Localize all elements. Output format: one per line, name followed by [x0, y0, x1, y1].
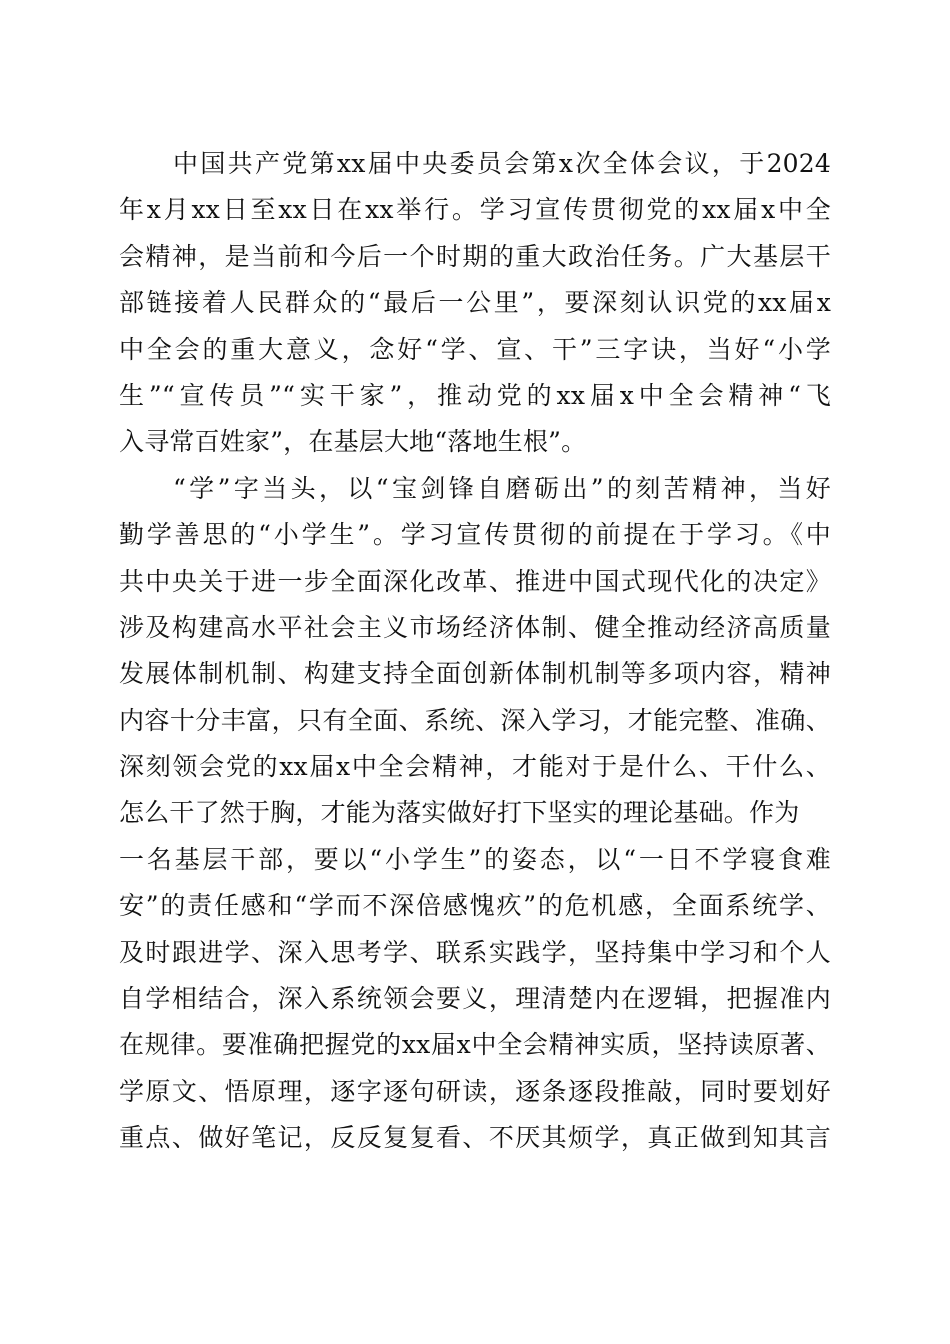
document-body: [119, 141, 831, 1254]
paragraph-line: 自学相结合，深入系统领会要义，理清楚内在逻辑，把握准内: [119, 984, 831, 1014]
paragraph-line: 一名基层干部，要以“小学生”的姿态，以“一日不学寝食难: [119, 844, 831, 874]
paragraph-line: 及时跟进学、深入思考学、联系实践学，坚持集中学习和个人: [119, 937, 831, 967]
paragraph-line: 生”“宣传员”“实干家”，推动党的xx届x中全会精神“飞: [119, 380, 831, 410]
paragraph-line: 内容十分丰富，只有全面、系统、深入学习，才能完整、准确、: [119, 705, 831, 735]
paragraph-line: 安”的责任感和“学而不深倍感愧疚”的危机感，全面系统学、: [119, 891, 831, 921]
paragraph-line: 中全会的重大意义，念好“学、宣、干”三字诀，当好“小学: [119, 334, 831, 364]
paragraph-line: 怎么干了然于胸，才能为落实做好打下坚实的理论基础。作为: [119, 798, 800, 828]
paragraph-line: 年x月xx日至xx日在xx举行。学习宣传贯彻党的xx届x中全: [119, 195, 831, 225]
paragraph-line: 部链接着人民群众的“最后一公里”，要深刻认识党的xx届x: [119, 288, 831, 318]
paragraph-line: 重点、做好笔记，反反复复看、不厌其烦学，真正做到知其言: [119, 1123, 831, 1153]
paragraph-line: 在规律。要准确把握党的xx届x中全会精神实质，坚持读原著、: [119, 1030, 831, 1060]
paragraph-line: 学原文、悟原理，逐字逐句研读，逐条逐段推敲，同时要划好: [119, 1076, 831, 1106]
paragraph-line: “学”字当头，以“宝剑锋自磨砺出”的刻苦精神，当好: [173, 473, 831, 503]
paragraph-line: [119, 1208, 831, 1254]
paragraph-line: 勤学善思的“小学生”。学习宣传贯彻的前提在于学习。《中: [119, 520, 831, 550]
paragraph-line: 会精神，是当前和今后一个时期的重大政治任务。广大基层干: [119, 241, 831, 271]
paragraph-line: 发展体制机制、构建支持全面创新体制机制等多项内容，精神: [119, 659, 831, 689]
paragraph-2: [119, 466, 831, 1255]
paragraph-line: 中国共产党第xx届中央委员会第x次全体会议，于2024: [173, 149, 831, 178]
paragraph-1: [119, 141, 831, 466]
paragraph-line: 共中央关于进一步全面深化改革、推进中国式现代化的决定》: [119, 566, 831, 596]
paragraph-line: [119, 1162, 831, 1208]
paragraph-line: 入寻常百姓家”，在基层大地“落地生根”。: [119, 427, 587, 457]
paragraph-line: 深刻领会党的xx届x中全会精神，才能对于是什么、干什么、: [119, 752, 831, 782]
paragraph-line: 涉及构建高水平社会主义市场经济体制、健全推动经济高质量: [119, 612, 831, 642]
